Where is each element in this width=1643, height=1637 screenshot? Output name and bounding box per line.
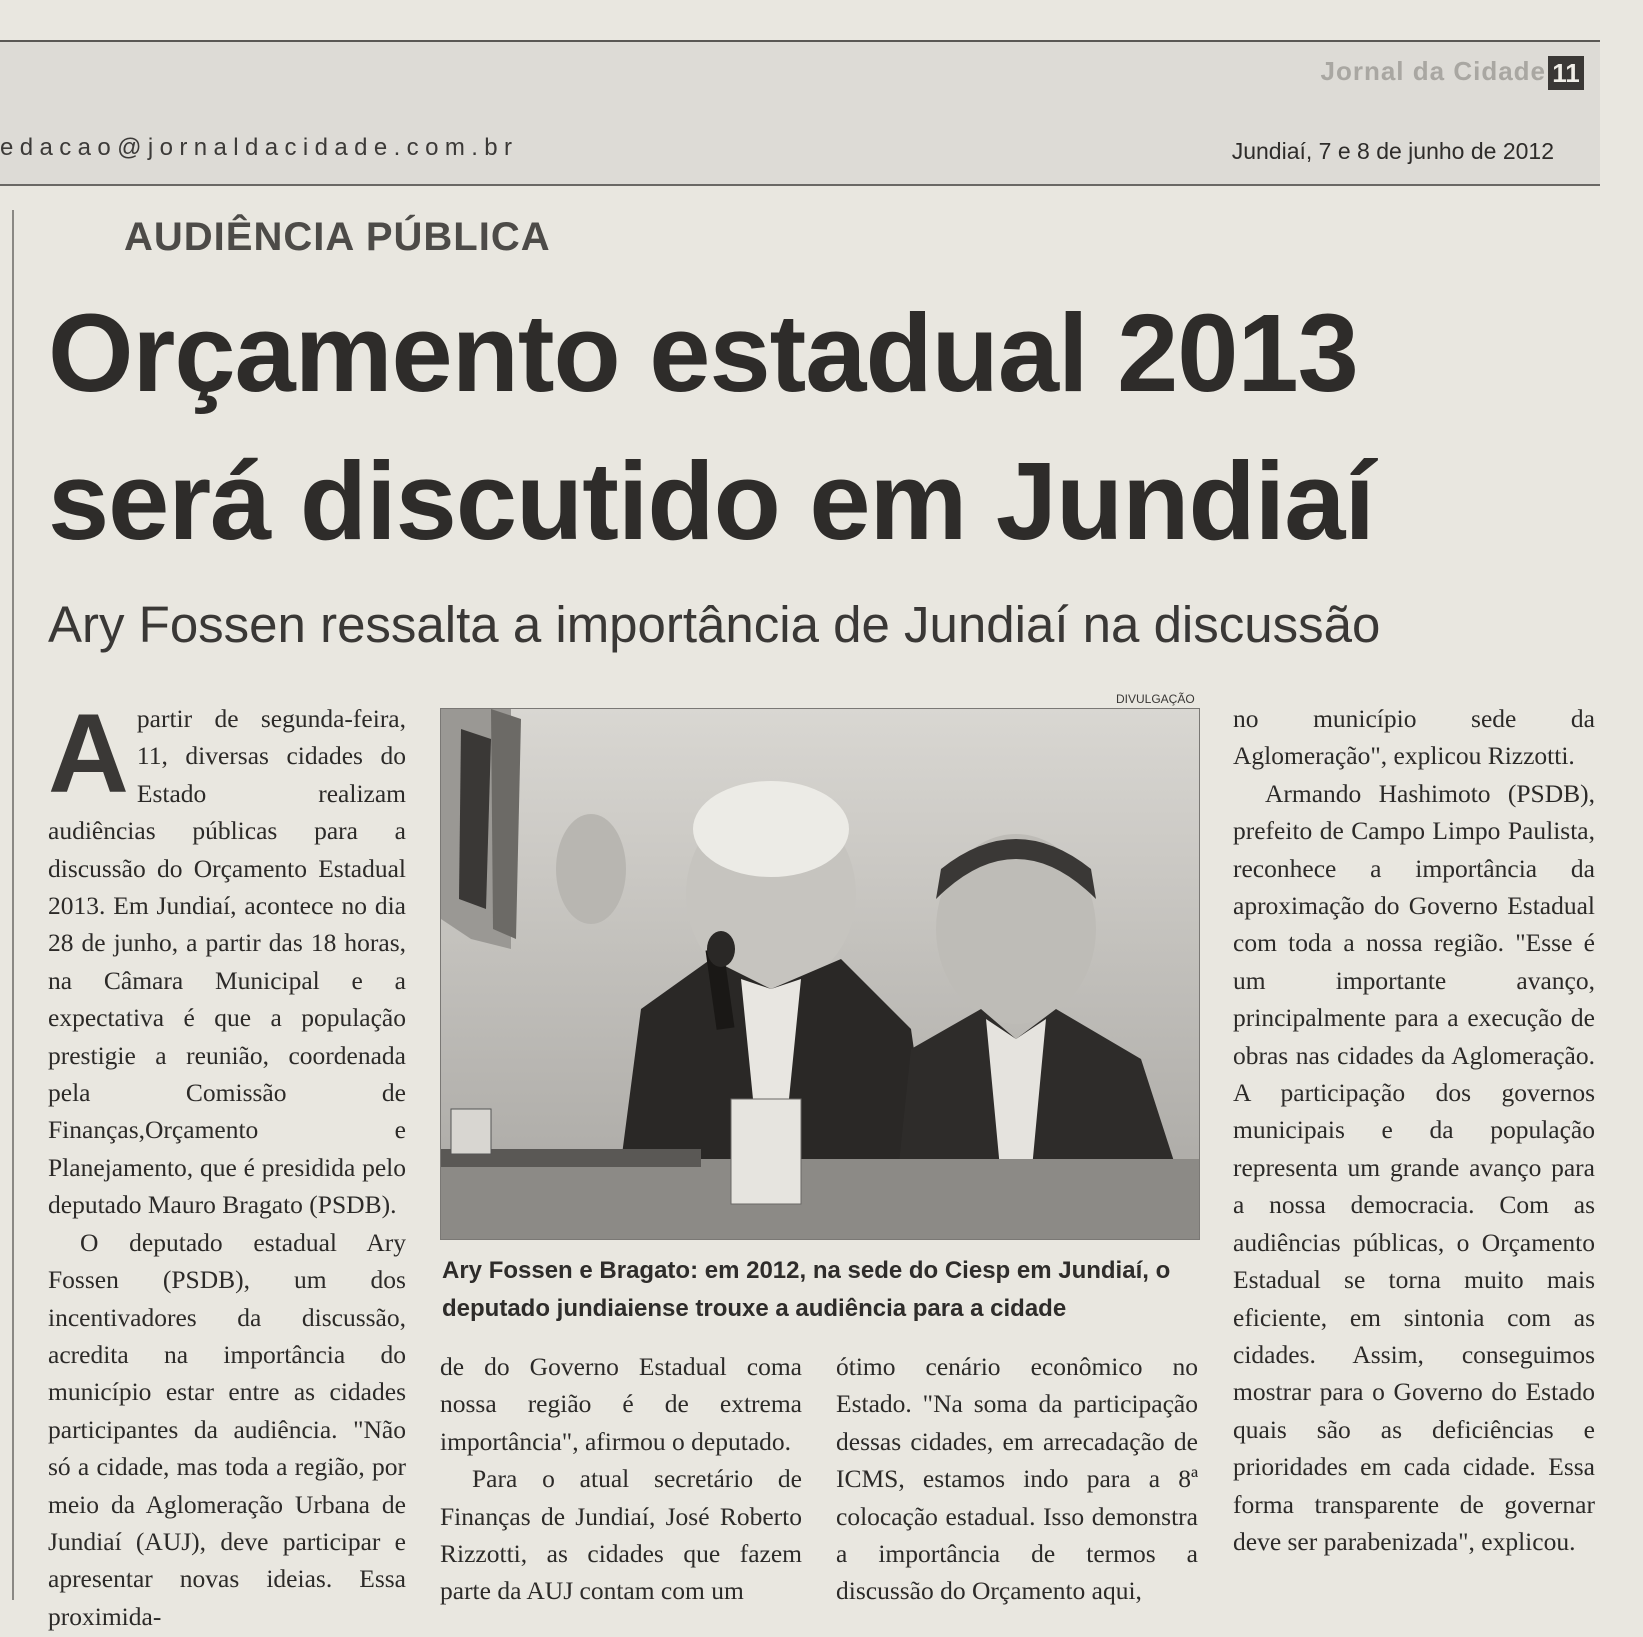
headline-line-1: Orçamento estadual 2013 — [48, 292, 1358, 415]
article-column-2 — [440, 1348, 802, 1610]
paragraph: de do Governo Estadual coma nossa região é de extrema importância", afirmou o deputado. — [440, 1352, 802, 1456]
paragraph-text: partir de segunda-feira, 11, diversas cidades do Estado realizam audiências públicas para a discussão do Orçamento Estadual 2013. Em Jundiaí, acontece no dia 28 de junho, a partir das 18 horas, na Câmara Municipal e a expectativa é que a população prestigie a reunião, coordenada pela Comissão de Finanças,Orçamento e Planejamento, que é presidida pelo deputado Mauro Bragato (PSDB). — [48, 704, 406, 1220]
dateline: Jundiaí, 7 e 8 de junho de 2012 — [1231, 138, 1554, 164]
paragraph: no município sede da Aglomeração", explicou Rizzotti. — [1233, 704, 1595, 771]
photo-illustration — [441, 709, 1199, 1239]
photo-caption: Ary Fossen e Bragato: em 2012, na sede do Ciesp em Jundiaí, o deputado jundiaiense trouxe a audiência para a cidade — [442, 1257, 1171, 1322]
headline-line-2: será discutido em Jundiaí — [48, 440, 1374, 563]
photo-credit: DIVULGAÇÃO — [1116, 692, 1195, 706]
paragraph: ótimo cenário econômico no Estado. "Na soma da participação dessas cidades, em arrecadação de ICMS, estamos indo para a 8ª colocação estadual. Isso demonstra a importância de termos a discussão do Orçamento aqui, — [836, 1352, 1198, 1606]
left-rule — [12, 210, 14, 1600]
section-kicker: AUDIÊNCIA PÚBLICA — [124, 215, 551, 259]
drop-cap: A — [48, 691, 129, 816]
page-header — [0, 40, 1600, 186]
email-address: edacao@jornaldacidade.com.br — [0, 134, 519, 161]
paragraph — [48, 691, 406, 1224]
paragraph: Armando Hashimoto (PSDB), prefeito de Campo Limpo Paulista, reconhece a importância da aproximação do Governo Estadual com toda a nossa região. "Esse é um importante avanço, principalmente para a execução de obras nas cidades da Aglomeração. A participação dos governos municipais e da população representa um grande avanço para a nossa democracia. Com as audiências públicas, o Orçamento Estadual se torna muito mais eficiente, em sintonia com as cidades. Assim, conseguimos mostrar para o Governo do Estado quais são as deficiências e prioridades em cada cidade. Essa forma transparente de governar deve ser parabenizada", explicou. — [1233, 778, 1595, 1556]
article-column-3 — [836, 1348, 1198, 1610]
article-photo — [440, 708, 1200, 1240]
headline — [48, 280, 1588, 576]
paragraph: Para o atual secretário de Finanças de Jundiaí, José Roberto Rizzotti, as cidades que fazem parte da AUJ contam com um — [440, 1464, 802, 1606]
paragraph: O deputado estadual Ary Fossen (PSDB), um dos incentivadores da discussão, acredita na importância do município estar entre as cidades participantes da audiência. "Não só a cidade, mas toda a região, por meio da Aglomeração Urbana de Jundiaí (AUJ), deve participar e apresentar novas ideias. Essa proximida- — [48, 1227, 406, 1631]
newspaper-brand: Jornal da Cidade — [1320, 56, 1546, 86]
article-column-4 — [1233, 700, 1595, 1560]
page-number: 11 — [1548, 56, 1584, 90]
subheadline: Ary Fossen ressalta a importância de Jundiaí na discussão — [48, 596, 1381, 653]
article-column-1 — [48, 691, 406, 1635]
